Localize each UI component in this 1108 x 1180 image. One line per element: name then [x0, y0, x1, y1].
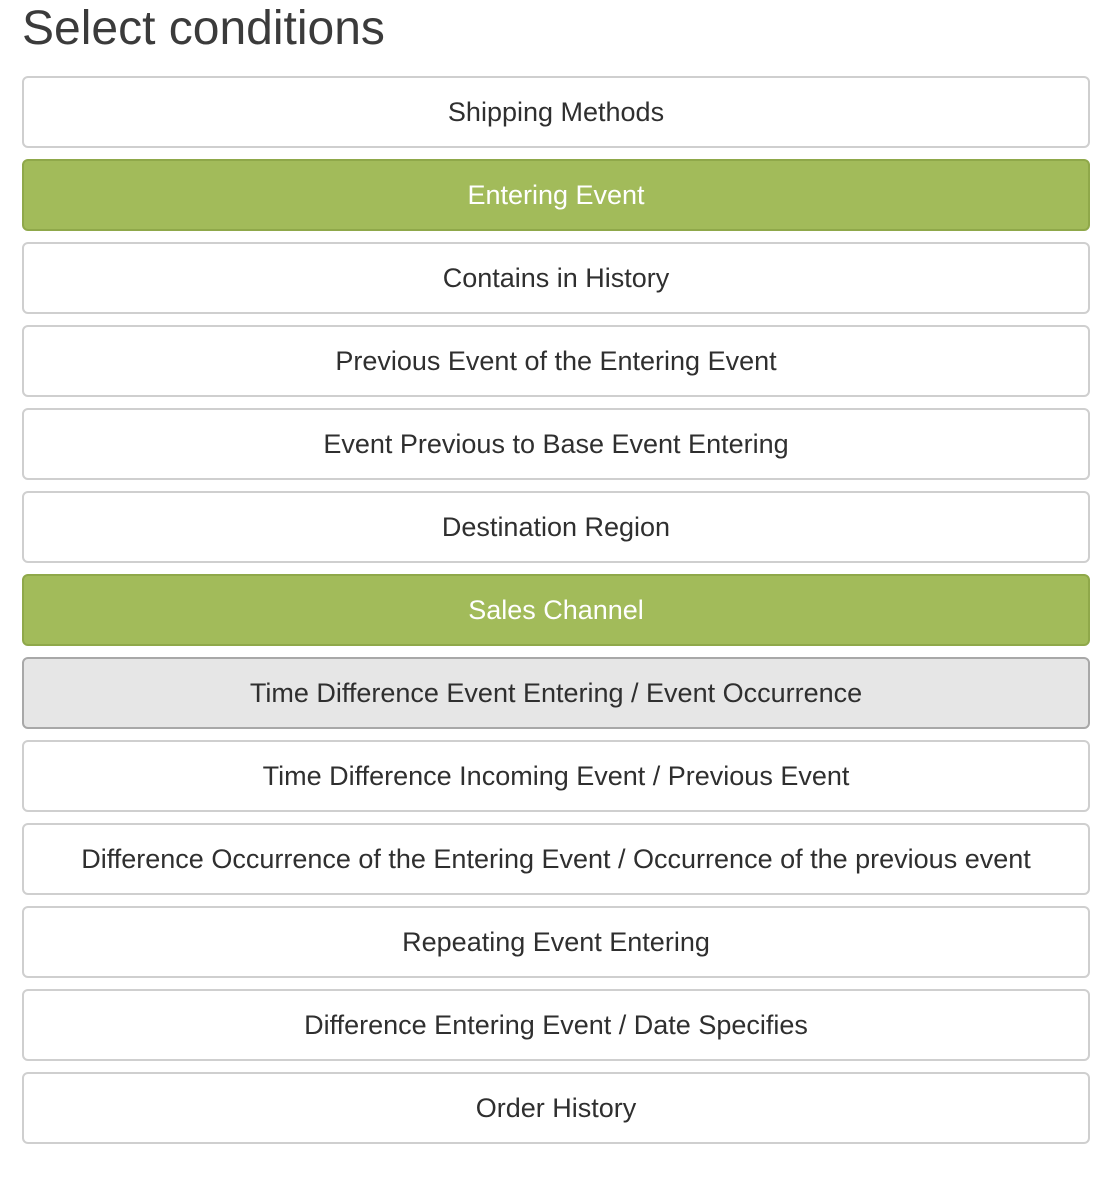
condition-option-previous-event-of-entering-event[interactable]: Previous Event of the Entering Event — [22, 325, 1090, 397]
condition-option-entering-event[interactable]: Entering Event — [22, 159, 1090, 231]
condition-option-difference-occurrence-entering-previous[interactable]: Difference Occurrence of the Entering Event / Occurrence of the previous event — [22, 823, 1090, 895]
condition-option-repeating-event-entering[interactable]: Repeating Event Entering — [22, 906, 1090, 978]
condition-option-event-previous-to-base-event-entering[interactable]: Event Previous to Base Event Entering — [22, 408, 1090, 480]
condition-option-contains-in-history[interactable]: Contains in History — [22, 242, 1090, 314]
condition-option-difference-entering-date-specifies[interactable]: Difference Entering Event / Date Specifies — [22, 989, 1090, 1061]
condition-option-sales-channel[interactable]: Sales Channel — [22, 574, 1090, 646]
condition-option-shipping-methods[interactable]: Shipping Methods — [22, 76, 1090, 148]
page-title: Select conditions — [22, 2, 385, 55]
condition-option-order-history[interactable]: Order History — [22, 1072, 1090, 1144]
condition-option-destination-region[interactable]: Destination Region — [22, 491, 1090, 563]
condition-option-time-difference-event-entering-occurrence[interactable]: Time Difference Event Entering / Event Occurrence — [22, 657, 1090, 729]
condition-option-time-difference-incoming-previous[interactable]: Time Difference Incoming Event / Previous Event — [22, 740, 1090, 812]
condition-list — [22, 76, 1090, 1155]
